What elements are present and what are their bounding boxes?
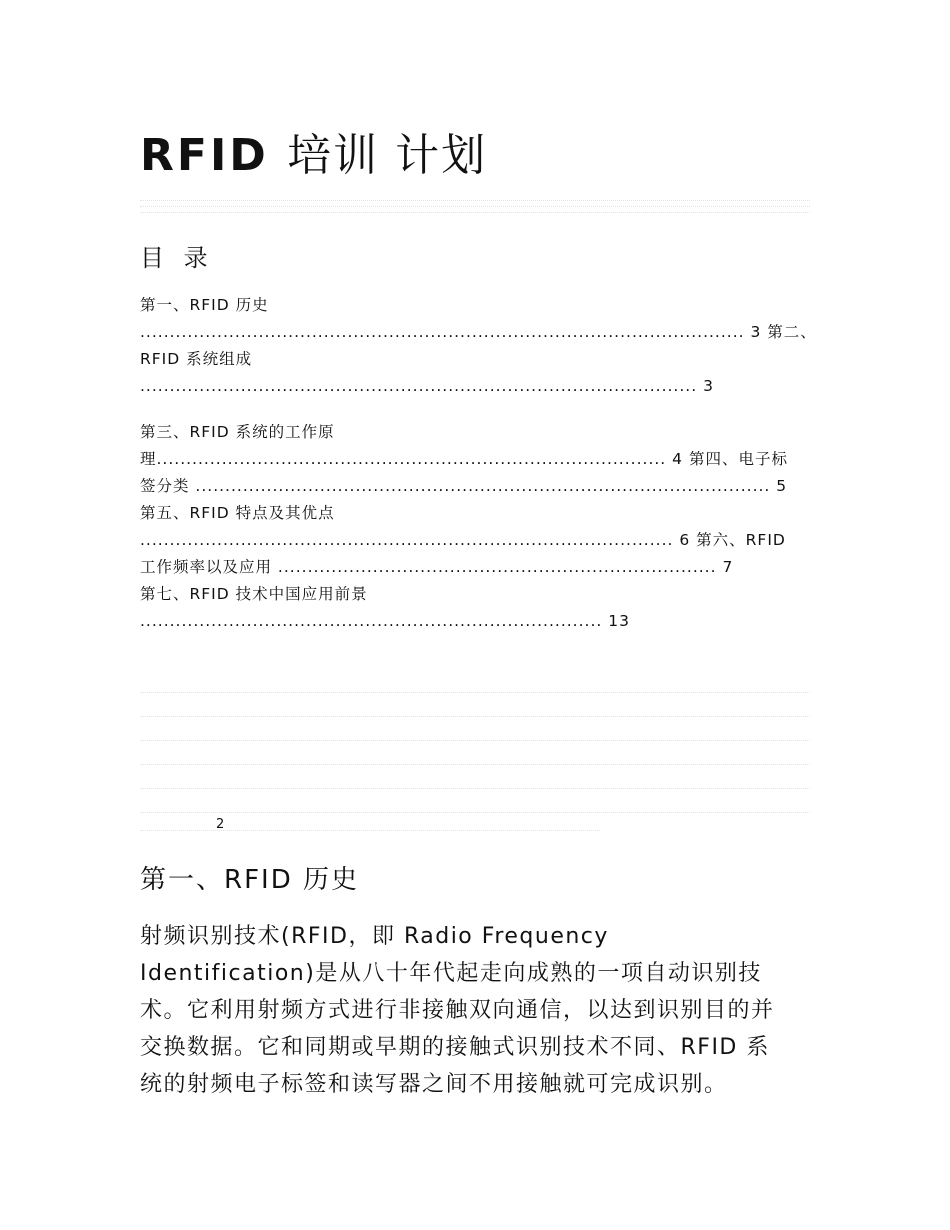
title-latin: RFID (140, 130, 269, 181)
faint-rule (140, 716, 810, 719)
toc-line: 工作频率以及应用 .......................................................................... 7 (140, 558, 734, 576)
page-number: 2 (216, 817, 225, 832)
paragraph-line: 术。它利用射频方式进行非接触双向通信，以达到识别目的并 (140, 998, 775, 1023)
section-heading: 第一、RFID 历史 (140, 865, 359, 895)
paragraph-line: 交换数据。它和同期或早期的接触式识别技术不同、RFID 系 (140, 1035, 770, 1060)
paragraph-line: Identification)是从八十年代起走向成熟的一项自动识别技 (140, 961, 762, 986)
paragraph-line: 射频识别技术(RFID，即 Radio Frequency (140, 924, 609, 949)
toc-line: .......................................................................................... 6 第六、RFID (140, 531, 786, 549)
toc-line: ...................................................................................................... 3 第二、 (140, 323, 817, 341)
toc-line: 签分类 ................................................................................................. 5 (140, 477, 788, 495)
toc-line: .............................................................................. 13 (140, 612, 630, 630)
faint-rule (140, 200, 810, 203)
faint-rule (140, 740, 810, 743)
faint-rule (140, 788, 810, 791)
paragraph-line: 统的射频电子标签和读写器之间不用接触就可完成识别。 (140, 1072, 728, 1097)
document-title (140, 126, 487, 186)
faint-rule (140, 206, 810, 209)
body-paragraph (140, 918, 820, 1103)
toc-heading: 目 录 (140, 244, 214, 272)
faint-rule (140, 764, 810, 767)
toc-line: 第七、RFID 技术中国应用前景 (140, 585, 368, 603)
faint-rule (140, 212, 810, 215)
faint-rule (140, 830, 600, 833)
toc-line: 理...................................................................................... 4 第四、电子标 (140, 450, 788, 468)
toc-line: 第五、RFID 特点及其优点 (140, 504, 335, 522)
toc-line: RFID 系统组成 (140, 350, 253, 368)
toc-line: 第一、RFID 历史 (140, 296, 269, 314)
toc-line: 第三、RFID 系统的工作原 (140, 423, 335, 441)
title-chinese: 培训 计划 (287, 130, 488, 181)
faint-rule (140, 692, 810, 695)
toc-line: .............................................................................................. 3 (140, 377, 714, 395)
faint-rule (140, 812, 810, 815)
